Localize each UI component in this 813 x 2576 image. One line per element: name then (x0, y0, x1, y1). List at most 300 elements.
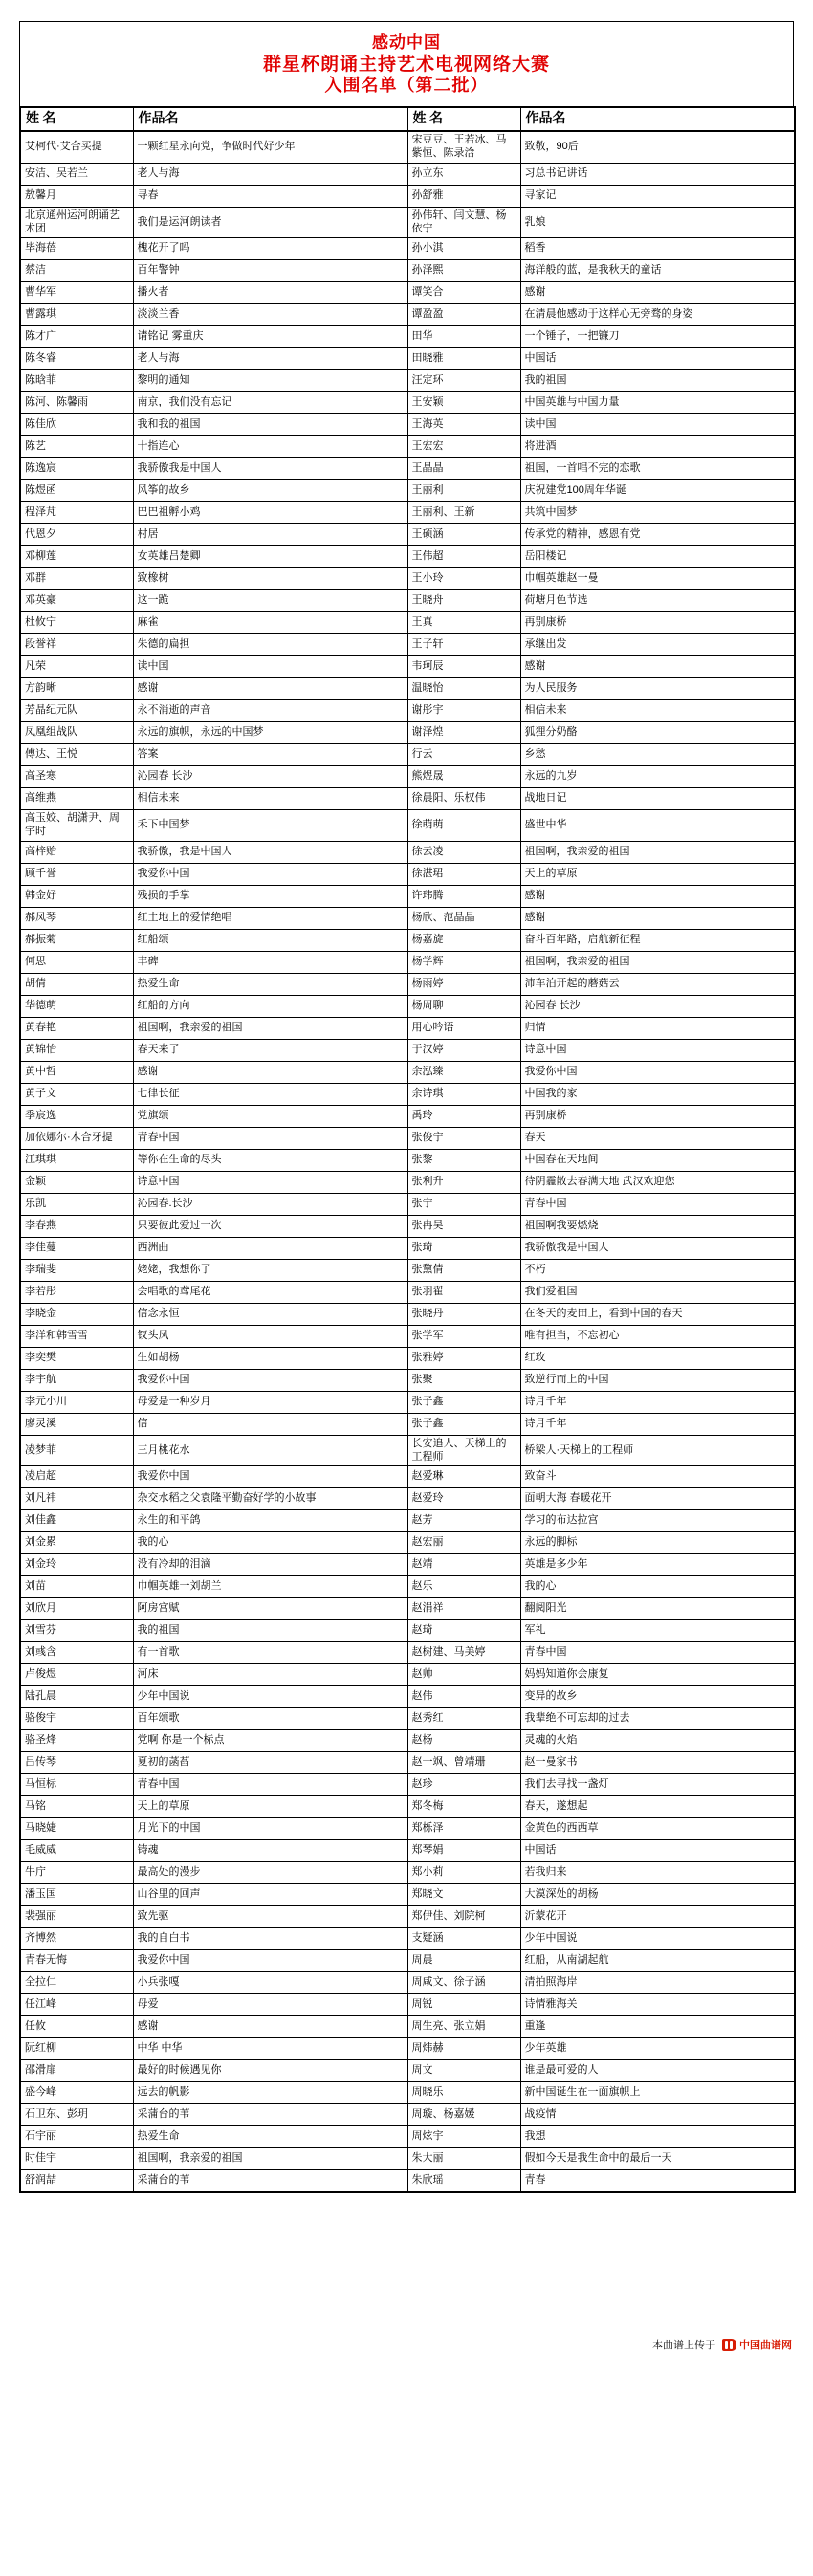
cell-work-right: 中国英雄与中国力量 (520, 392, 795, 414)
cell-work-right: 少年英雄 (520, 2038, 795, 2060)
table-row (20, 1488, 795, 1510)
cell-work-left: 我爱你中国 (133, 1466, 407, 1488)
table-row (20, 480, 795, 502)
cell-name-right: 周炫宇 (407, 2126, 520, 2148)
cell-name-left: 李洋和韩雪雪 (20, 1325, 133, 1347)
cell-name-right: 徐萌萌 (407, 810, 520, 842)
cell-name-right: 赵杨 (407, 1730, 520, 1752)
cell-work-left: 村居 (133, 524, 407, 546)
cell-work-left: 青春中国 (133, 1774, 407, 1796)
cell-name-left: 陈佳欣 (20, 414, 133, 436)
cell-name-right: 熊煜晟 (407, 766, 520, 788)
cell-work-right: 稻香 (520, 238, 795, 260)
table-row (20, 1554, 795, 1576)
table-row (20, 722, 795, 744)
cell-name-right: 王宏宏 (407, 436, 520, 458)
table-row (20, 2170, 795, 2193)
cell-work-right: 大漠深处的胡杨 (520, 1884, 795, 1906)
cell-work-left: 读中国 (133, 656, 407, 678)
cell-name-right: 郑冬梅 (407, 1796, 520, 1818)
cell-name-left: 吕传琴 (20, 1752, 133, 1774)
cell-work-right: 再别康桥 (520, 612, 795, 634)
cell-name-left: 骆圣烽 (20, 1730, 133, 1752)
cell-name-right: 温晓怡 (407, 678, 520, 700)
header-work-right: 作品名 (520, 107, 795, 132)
table-row (20, 2104, 795, 2126)
table-row (20, 1413, 795, 1435)
table-row (20, 414, 795, 436)
cell-work-right: 乡愁 (520, 744, 795, 766)
cell-name-left: 高梓贻 (20, 841, 133, 863)
cell-work-right: 重逢 (520, 2016, 795, 2038)
cell-work-right: 灵魂的火焰 (520, 1730, 795, 1752)
cell-name-left: 李奕樊 (20, 1347, 133, 1369)
cell-work-right: 感谢 (520, 885, 795, 907)
cell-work-left: 禾下中国梦 (133, 810, 407, 842)
cell-name-left: 刘凡祎 (20, 1488, 133, 1510)
cell-name-left: 阮红柳 (20, 2038, 133, 2060)
cell-name-left: 李宇航 (20, 1369, 133, 1391)
cell-name-right: 杨周聊 (407, 995, 520, 1017)
cell-work-left: 黎明的通知 (133, 370, 407, 392)
cell-work-right: 桥梁人·天梯上的工程师 (520, 1435, 795, 1466)
cell-work-left: 春天来了 (133, 1039, 407, 1061)
cell-name-left: 骆俊宇 (20, 1708, 133, 1730)
table-row (20, 788, 795, 810)
cell-name-left: 马恒标 (20, 1774, 133, 1796)
cell-name-left: 陈艺 (20, 436, 133, 458)
cell-name-left: 刘佳鑫 (20, 1510, 133, 1532)
cell-name-left: 毕海蓓 (20, 238, 133, 260)
cell-name-right: 禹玲 (407, 1105, 520, 1127)
cell-name-right: 张雅婷 (407, 1347, 520, 1369)
cell-work-left: 十指连心 (133, 436, 407, 458)
cell-work-left: 百年颂歌 (133, 1708, 407, 1730)
cell-work-left: 我的心 (133, 1532, 407, 1554)
table-row (20, 863, 795, 885)
cell-name-left: 任江峰 (20, 1994, 133, 2016)
cell-name-left: 何思 (20, 951, 133, 973)
table-row (20, 1884, 795, 1906)
cell-name-right: 杨欣、范晶晶 (407, 907, 520, 929)
cell-work-right: 感谢 (520, 282, 795, 304)
table-row (20, 1017, 795, 1039)
title-frame (19, 21, 794, 106)
cell-name-left: 毛威威 (20, 1840, 133, 1862)
cell-name-left: 邓柳莲 (20, 546, 133, 568)
cell-work-left: 红船的方向 (133, 995, 407, 1017)
cell-name-left: 华德萌 (20, 995, 133, 1017)
cell-work-left: 百年警钟 (133, 260, 407, 282)
table-row (20, 590, 795, 612)
cell-name-right: 赵秀红 (407, 1708, 520, 1730)
cell-name-right: 田华 (407, 326, 520, 348)
cell-work-right: 青春中国 (520, 1193, 795, 1215)
cell-work-left: 我和我的祖国 (133, 414, 407, 436)
table-row (20, 1708, 795, 1730)
table-row (20, 841, 795, 863)
cell-work-right: 谁是最可爱的人 (520, 2060, 795, 2082)
cell-work-right: 诗情雅海关 (520, 1994, 795, 2016)
cell-name-right: 赵珍 (407, 1774, 520, 1796)
cell-work-right: 在清晨他感动于这样心无旁骛的身姿 (520, 304, 795, 326)
cell-work-left: 永生的和平鸽 (133, 1510, 407, 1532)
cell-work-right: 乳娘 (520, 207, 795, 238)
cell-work-left: 小兵张嘎 (133, 1972, 407, 1994)
table-row (20, 1928, 795, 1950)
cell-name-left: 李若彤 (20, 1281, 133, 1303)
cell-name-left: 裴强丽 (20, 1906, 133, 1928)
cell-work-left: 只要彼此爱过一次 (133, 1215, 407, 1237)
table-row (20, 1466, 795, 1488)
cell-name-left: 邓群 (20, 568, 133, 590)
table-row (20, 238, 795, 260)
table-row (20, 700, 795, 722)
cell-name-left: 杜攸宁 (20, 612, 133, 634)
header-name-left: 姓 名 (20, 107, 133, 132)
cell-name-right: 长安追人、天梯上的工程师 (407, 1435, 520, 1466)
title-line-2: 群星杯朗诵主持艺术电视网络大赛 (262, 54, 550, 75)
cell-work-right: 赵一曼家书 (520, 1752, 795, 1774)
cell-work-left: 红土地上的爱情绝唱 (133, 907, 407, 929)
cell-work-right: 战地日记 (520, 788, 795, 810)
cell-work-right: 红船，从南湖起航 (520, 1950, 795, 1972)
cell-name-left: 陈才广 (20, 326, 133, 348)
cell-name-left: 高玉姣、胡潇尹、周宇时 (20, 810, 133, 842)
table-row (20, 436, 795, 458)
cell-name-left: 刘金玲 (20, 1554, 133, 1576)
cell-name-right: 杨嘉旋 (407, 929, 520, 951)
table-row (20, 885, 795, 907)
table-row (20, 1303, 795, 1325)
table-row (20, 326, 795, 348)
cell-work-left: 槐花开了吗 (133, 238, 407, 260)
cell-work-right: 沁园春 长沙 (520, 995, 795, 1017)
cell-name-right: 周文 (407, 2060, 520, 2082)
cell-work-right: 我们去寻找一盏灯 (520, 1774, 795, 1796)
cell-work-left: 朱德的扁担 (133, 634, 407, 656)
cell-name-right: 张冉昊 (407, 1215, 520, 1237)
cell-name-left: 任攸 (20, 2016, 133, 2038)
cell-work-left: 青春中国 (133, 1127, 407, 1149)
cell-name-right: 赵乐 (407, 1576, 520, 1598)
table-row (20, 1105, 795, 1127)
cell-name-right: 赵一飒、曾靖珊 (407, 1752, 520, 1774)
cell-work-right: 春天，遂想起 (520, 1796, 795, 1818)
cell-work-left: 祖国啊，我亲爱的祖国 (133, 2148, 407, 2170)
cell-name-left: 李晓金 (20, 1303, 133, 1325)
cell-name-left: 高维燕 (20, 788, 133, 810)
cell-name-left: 代恩夕 (20, 524, 133, 546)
cell-name-left: 凡荣 (20, 656, 133, 678)
cell-work-left: 母爱是一种岁月 (133, 1391, 407, 1413)
cell-name-right: 张黎 (407, 1149, 520, 1171)
table-row (20, 2060, 795, 2082)
table-row (20, 744, 795, 766)
cell-work-right: 待阴霾散去春满大地 武汉欢迎您 (520, 1171, 795, 1193)
cell-work-right: 新中国诞生在一面旗帜上 (520, 2082, 795, 2104)
cell-name-left: 刘苗 (20, 1576, 133, 1598)
cell-name-right: 王伟超 (407, 546, 520, 568)
table-row (20, 1061, 795, 1083)
footer-inner (652, 2337, 794, 2352)
cell-work-right: 军礼 (520, 1620, 795, 1642)
cell-name-right: 宋豆豆、王若冰、马紫恒、陈录浛 (407, 131, 520, 163)
table-row (20, 951, 795, 973)
cell-name-left: 郝凤琴 (20, 907, 133, 929)
cell-work-left: 一颗红星永向党，争做时代好少年 (133, 131, 407, 163)
cell-name-right: 杨学辉 (407, 951, 520, 973)
cell-work-right: 共筑中国梦 (520, 502, 795, 524)
cell-work-left: 会唱歌的鸢尾花 (133, 1281, 407, 1303)
cell-name-left: 段誉祥 (20, 634, 133, 656)
table-row (20, 502, 795, 524)
cell-work-left: 巾帼英雄一刘胡兰 (133, 1576, 407, 1598)
cell-name-left: 卢俊煜 (20, 1664, 133, 1686)
cell-name-right: 王晶晶 (407, 458, 520, 480)
cell-work-left: 寻春 (133, 185, 407, 207)
cell-name-left: 曹露琪 (20, 304, 133, 326)
cell-name-left: 陈河、陈馨雨 (20, 392, 133, 414)
cell-name-right: 余泓臻 (407, 1061, 520, 1083)
cell-work-left: 答案 (133, 744, 407, 766)
cell-name-left: 时佳宇 (20, 2148, 133, 2170)
cell-work-right: 天上的草原 (520, 863, 795, 885)
table-row (20, 546, 795, 568)
cell-work-left: 党啊 你是一个标点 (133, 1730, 407, 1752)
cell-name-right: 周炜赫 (407, 2038, 520, 2060)
table-row (20, 2148, 795, 2170)
cell-name-left: 金颖 (20, 1171, 133, 1193)
cell-name-left: 李元小川 (20, 1391, 133, 1413)
cell-name-left: 青春无悔 (20, 1950, 133, 1972)
cell-work-right: 承继出发 (520, 634, 795, 656)
cell-work-right: 若我归来 (520, 1862, 795, 1884)
cell-name-left: 韩金妤 (20, 885, 133, 907)
table-row (20, 370, 795, 392)
cell-work-left: 山谷里的回声 (133, 1884, 407, 1906)
table-row (20, 1576, 795, 1598)
cell-name-right: 孙小淇 (407, 238, 520, 260)
cell-work-right: 青春 (520, 2170, 795, 2193)
cell-name-right: 张宁 (407, 1193, 520, 1215)
table-row (20, 2038, 795, 2060)
cell-work-right: 沛车泊开起的蘑菇云 (520, 973, 795, 995)
cell-name-right: 周锐 (407, 1994, 520, 2016)
cell-work-left: 淡淡兰香 (133, 304, 407, 326)
cell-work-right: 永远的脚标 (520, 1532, 795, 1554)
cell-work-right: 致奋斗 (520, 1466, 795, 1488)
cell-work-right: 习总书记讲话 (520, 163, 795, 185)
table-row (20, 1083, 795, 1105)
cell-name-right: 赵宏丽 (407, 1532, 520, 1554)
cell-work-right: 英雄是多少年 (520, 1554, 795, 1576)
cell-work-left: 致先驱 (133, 1906, 407, 1928)
cell-work-right: 我爱你中国 (520, 1061, 795, 1083)
cell-name-right: 谭盈盈 (407, 304, 520, 326)
cell-work-right: 我们爱祖国 (520, 1281, 795, 1303)
cell-work-right: 狐狸分奶酪 (520, 722, 795, 744)
cell-name-right: 朱欣瑶 (407, 2170, 520, 2193)
cell-name-right: 张俊宁 (407, 1127, 520, 1149)
table-row (20, 1281, 795, 1303)
cell-work-left: 信念永恒 (133, 1303, 407, 1325)
cell-name-right: 行云 (407, 744, 520, 766)
cell-work-right: 永远的九岁 (520, 766, 795, 788)
cell-name-left: 凌梦菲 (20, 1435, 133, 1466)
table-row (20, 634, 795, 656)
cell-work-left: 母爱 (133, 1994, 407, 2016)
cell-name-left: 刘欣月 (20, 1598, 133, 1620)
table-row (20, 1171, 795, 1193)
cell-name-left: 舒润喆 (20, 2170, 133, 2193)
cell-name-left: 邓英豪 (20, 590, 133, 612)
table-row (20, 612, 795, 634)
cell-work-right: 祖国，一首唱不完的恋歌 (520, 458, 795, 480)
cell-name-left: 牛庁 (20, 1862, 133, 1884)
cell-work-right: 中国话 (520, 1840, 795, 1862)
cell-work-right: 盛世中华 (520, 810, 795, 842)
cell-work-right: 再别康桥 (520, 1105, 795, 1127)
cell-name-right: 周生亮、张立娟 (407, 2016, 520, 2038)
cell-name-right: 张子鑫 (407, 1413, 520, 1435)
cell-work-right: 中国话 (520, 348, 795, 370)
cell-name-left: 黄春艳 (20, 1017, 133, 1039)
cell-name-right: 王丽利、王新 (407, 502, 520, 524)
brand-name: 中国曲谱网 (739, 2340, 792, 2352)
cell-work-left: 老人与海 (133, 348, 407, 370)
cell-work-left: 阿房宫赋 (133, 1598, 407, 1620)
cell-name-right: 周璇、杨嘉媛 (407, 2104, 520, 2126)
table-row (20, 973, 795, 995)
cell-work-right: 中国春在天地间 (520, 1149, 795, 1171)
cell-name-left: 季宸逸 (20, 1105, 133, 1127)
cell-name-right: 余诗琪 (407, 1083, 520, 1105)
cell-work-left: 少年中国说 (133, 1686, 407, 1708)
cell-name-left: 艾柯代·艾合买提 (20, 131, 133, 163)
cell-name-right: 杨雨婷 (407, 973, 520, 995)
table-row (20, 1127, 795, 1149)
table-row (20, 1664, 795, 1686)
table-row (20, 2126, 795, 2148)
cell-name-left: 黄锦怡 (20, 1039, 133, 1061)
cell-work-right: 变异的故乡 (520, 1686, 795, 1708)
cell-work-left: 巴巴祖孵小鸡 (133, 502, 407, 524)
table-row (20, 810, 795, 842)
cell-work-right: 我辈绝不可忘却的过去 (520, 1708, 795, 1730)
cell-name-left: 陈逸宸 (20, 458, 133, 480)
cell-work-left: 生如胡杨 (133, 1347, 407, 1369)
cell-name-right: 王丽利 (407, 480, 520, 502)
cell-name-left: 陈晗菲 (20, 370, 133, 392)
cell-work-right: 红玫 (520, 1347, 795, 1369)
cell-work-left: 中华 中华 (133, 2038, 407, 2060)
table-row (20, 929, 795, 951)
table-row (20, 1039, 795, 1061)
cell-work-left: 沁园春 长沙 (133, 766, 407, 788)
cell-name-left: 黄子文 (20, 1083, 133, 1105)
cell-name-right: 赵树建、马美婷 (407, 1642, 520, 1664)
cell-name-right: 汪定环 (407, 370, 520, 392)
cell-work-left: 感谢 (133, 678, 407, 700)
cell-work-right: 祖国啊，我亲爱的祖国 (520, 841, 795, 863)
table-row (20, 656, 795, 678)
cell-name-right: 田晓雅 (407, 348, 520, 370)
cell-name-left: 芳晶纪元队 (20, 700, 133, 722)
cell-name-left: 郝振菊 (20, 929, 133, 951)
cell-work-right: 为人民服务 (520, 678, 795, 700)
cell-name-right: 王真 (407, 612, 520, 634)
cell-name-left: 方韵晰 (20, 678, 133, 700)
cell-name-right: 张利升 (407, 1171, 520, 1193)
cell-work-right: 诗意中国 (520, 1039, 795, 1061)
cell-name-right: 谢彤宇 (407, 700, 520, 722)
cell-work-left: 采蒲台的苇 (133, 2170, 407, 2193)
cell-name-left: 北京通州运河朗诵艺术团 (20, 207, 133, 238)
cell-work-left: 没有冷却的泪滴 (133, 1554, 407, 1576)
cell-name-right: 王硕涵 (407, 524, 520, 546)
cell-work-left: 夏初的菡萏 (133, 1752, 407, 1774)
cell-work-right: 归情 (520, 1017, 795, 1039)
cell-name-right: 张学军 (407, 1325, 520, 1347)
cell-work-left: 诗意中国 (133, 1171, 407, 1193)
cell-work-left: 最好的时候遇见你 (133, 2060, 407, 2082)
cell-work-left: 杂交水稻之父袁隆平勤奋好学的小故事 (133, 1488, 407, 1510)
cell-work-left: 致橡树 (133, 568, 407, 590)
table-row (20, 1774, 795, 1796)
cell-name-right: 朱大丽 (407, 2148, 520, 2170)
cell-work-left: 钗头凤 (133, 1325, 407, 1347)
table-row (20, 1347, 795, 1369)
cell-name-right: 张子鑫 (407, 1391, 520, 1413)
cell-name-left: 凌启超 (20, 1466, 133, 1488)
table-row (20, 304, 795, 326)
cell-name-left: 李春燕 (20, 1215, 133, 1237)
cell-work-left: 麻雀 (133, 612, 407, 634)
cell-name-right: 郑琴娟 (407, 1840, 520, 1862)
cell-name-left: 顾千誉 (20, 863, 133, 885)
cell-work-left: 永远的旗帜，永远的中国梦 (133, 722, 407, 744)
table-row (20, 1818, 795, 1840)
cell-work-right: 寻家记 (520, 185, 795, 207)
cell-work-left: 相信未来 (133, 788, 407, 810)
footer-text: 本曲谱上传于 (652, 2340, 715, 2352)
cell-work-right: 在冬天的麦田上，看到中国的春天 (520, 1303, 795, 1325)
cell-name-right: 韦珂辰 (407, 656, 520, 678)
table-row (20, 1642, 795, 1664)
cell-name-right: 谢泽煌 (407, 722, 520, 744)
cell-name-left: 安洁、吴若兰 (20, 163, 133, 185)
cell-name-right: 王晓舟 (407, 590, 520, 612)
cell-name-left: 潘玉国 (20, 1884, 133, 1906)
cell-work-right: 假如今天是我生命中的最后一天 (520, 2148, 795, 2170)
table-row (20, 2082, 795, 2104)
cell-work-right: 我的祖国 (520, 370, 795, 392)
cell-work-left: 我骄傲我是中国人 (133, 458, 407, 480)
cell-work-right: 相信未来 (520, 700, 795, 722)
cell-work-right: 岳阳楼记 (520, 546, 795, 568)
cell-name-right: 郑小莉 (407, 1862, 520, 1884)
cell-work-left: 铸魂 (133, 1840, 407, 1862)
cell-name-right: 郑栎泽 (407, 1818, 520, 1840)
cell-name-left: 敖馨月 (20, 185, 133, 207)
cell-work-left: 远去的帆影 (133, 2082, 407, 2104)
cell-work-left: 采蒲台的苇 (133, 2104, 407, 2126)
music-logo-icon (722, 2339, 736, 2351)
table-row (20, 2016, 795, 2038)
cell-work-left: 西洲曲 (133, 1237, 407, 1259)
cell-work-right: 中国我的家 (520, 1083, 795, 1105)
